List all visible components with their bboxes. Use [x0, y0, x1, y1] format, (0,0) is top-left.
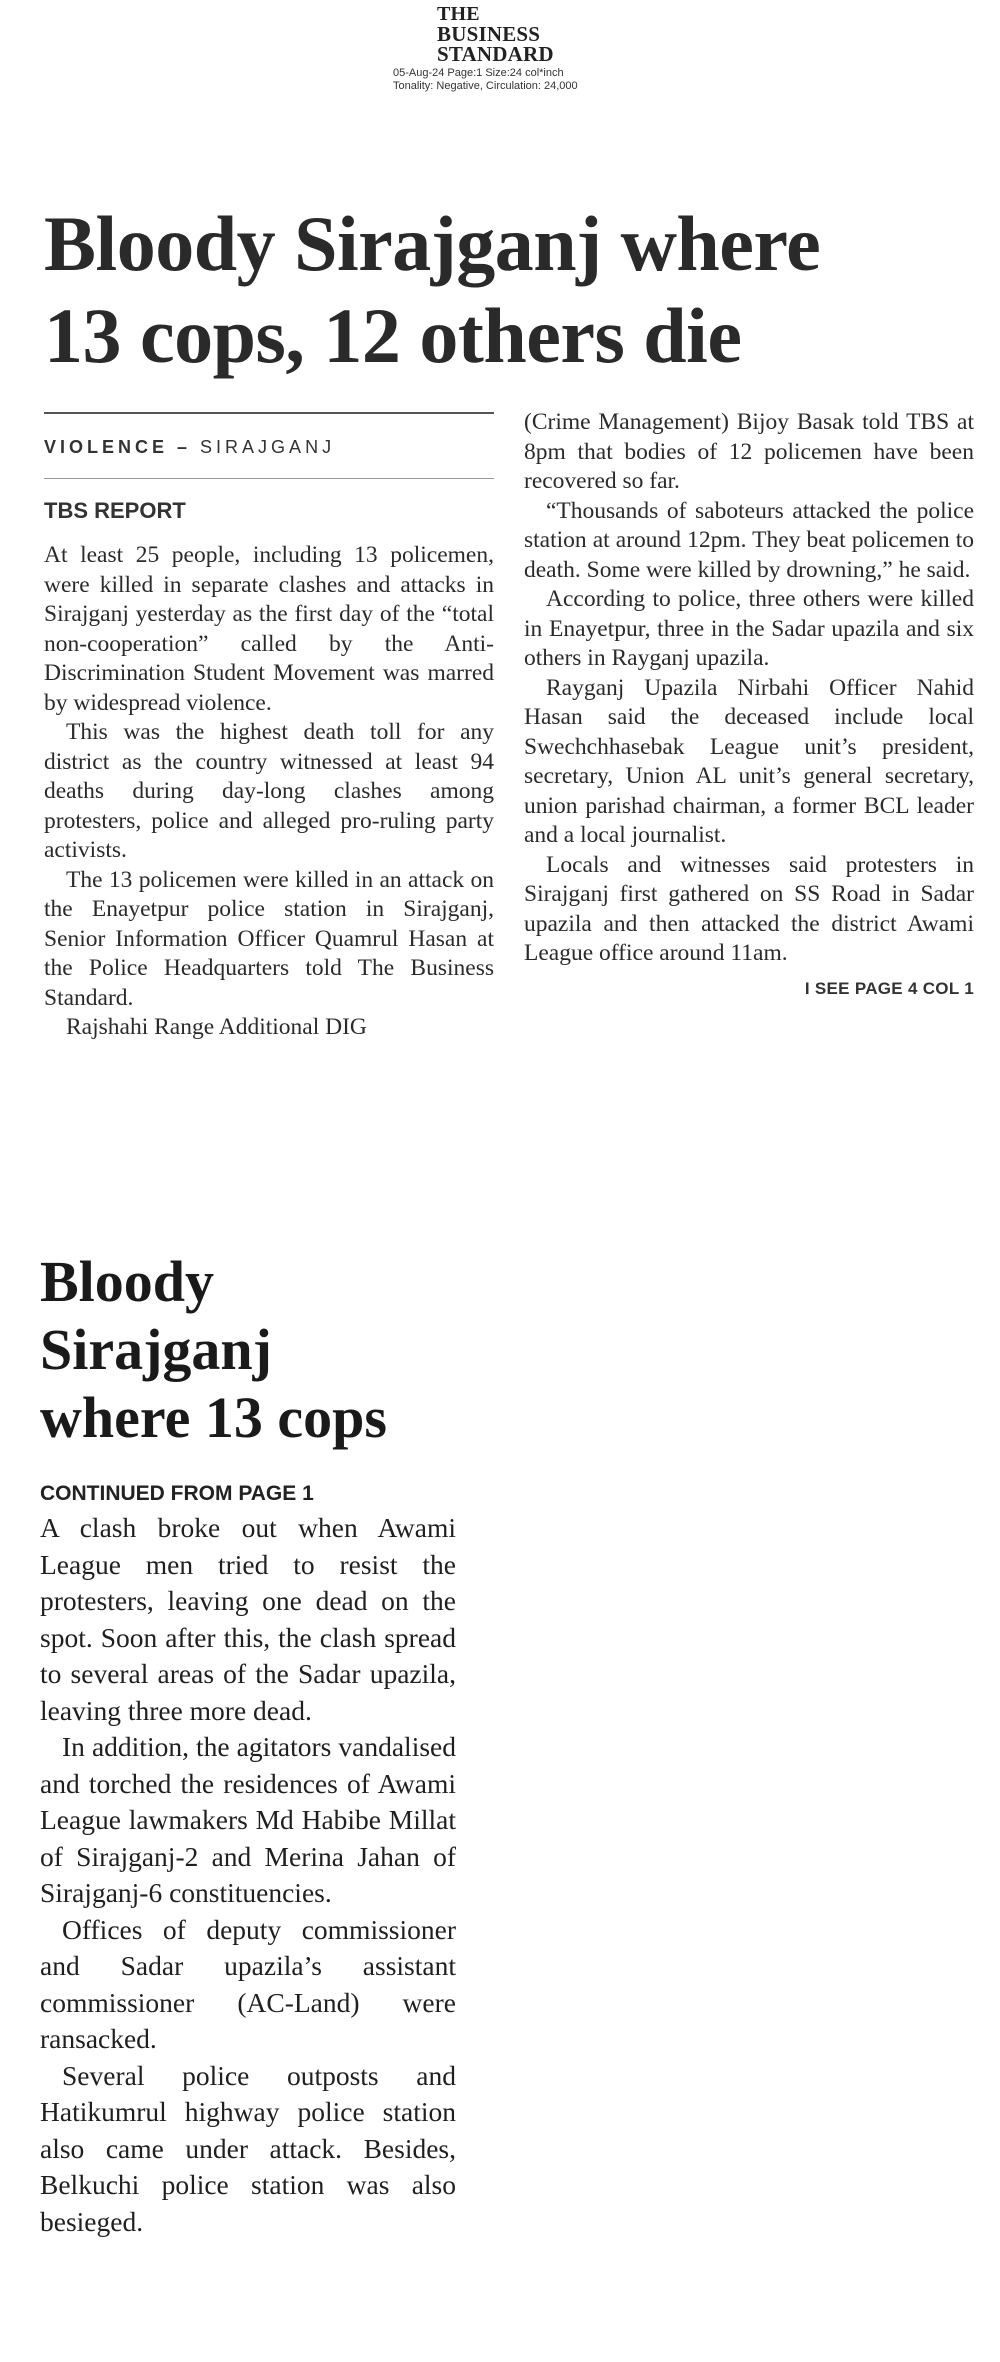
- paragraph: Rayganj Upazila Nirbahi Officer Nahid Hasan said the deceased include local Swechchhasebak League unit’s president, secretary, Union AL unit’s general secretary, union parishad chairman, a former BCL leader and a local journalist.: [524, 674, 974, 848]
- paragraph: At least 25 people, including 13 policemen, were killed in separate clashes and attacks in Sirajganj yesterday as the first day of the “total non-cooperation” called by the Anti-Discrimination Student Movement was marred by widespread violence.: [44, 542, 494, 716]
- paragraph: In addition, the agitators vandalised and torched the residences of Awami League lawmakers Md Habibe Millat of Sirajganj-2 and Merina Jahan of Sirajganj-6 constituencies.: [40, 1731, 456, 1908]
- paragraph: Offices of deputy commissioner and Sadar upazila’s assistant commissioner (AC-Land) were ransacked.: [40, 1913, 456, 2054]
- article-column-right: [524, 408, 974, 1003]
- logo-line-3: STANDARD: [437, 42, 554, 66]
- paragraph-text: Locals and witnesses said protesters in Sirajganj first gathered on SS Road in Sadar upazila and then attacked the district Awami League office around 11am.: [524, 851, 974, 966]
- paragraph: This was the highest death toll for any district as the country witnessed at least 94 deaths during day-long clashes among protesters, police and alleged pro-ruling party activists.: [44, 719, 494, 863]
- section-kicker: [44, 437, 335, 458]
- paragraph: The 13 policemen were killed in an attack on the Enayetpur police station in Sirajganj, Senior Information Officer Quamrul Hasan at the Police Headquarters told The Business Standard.: [44, 866, 494, 1011]
- paragraph: Several police outposts and Hatikumrul highway police station also came under attack. Besides, Belkuchi police station was also besieged.: [40, 2059, 456, 2237]
- kicker-bottom-rule: [44, 478, 494, 479]
- paragraph: Rajshahi Range Additional DIG: [66, 1014, 367, 1040]
- jump-reference: I SEE PAGE 4 COL 1: [804, 978, 974, 998]
- kicker-location: SIRAJGANJ: [200, 437, 336, 457]
- continuation-column: [40, 1510, 456, 2240]
- kicker-category: VIOLENCE –: [44, 437, 192, 457]
- continuation-headline-line-2: Sirajganj: [40, 1317, 272, 1382]
- article-headline: [44, 198, 944, 382]
- article-column-left: [44, 541, 494, 1043]
- paragraph: [524, 851, 974, 998]
- headline-line-1: Bloody Sirajganj where: [44, 200, 821, 287]
- logo-line-2: BUSINESS: [437, 22, 541, 46]
- continuation-headline-line-1: Bloody: [40, 1249, 215, 1314]
- clipping-meta: [393, 67, 623, 93]
- clipping-meta-date: 05-Aug-24 Page:1 Size:24 col*inch: [393, 67, 564, 79]
- continuation-headline-line-3: where 13 cops: [40, 1385, 387, 1450]
- newspaper-logo: [393, 4, 623, 64]
- paragraph: According to police, three others were killed in Enayetpur, three in the Sadar upazila and six others in Rayganj upazila.: [524, 586, 974, 671]
- headline-line-2: 13 cops, 12 others die: [44, 292, 742, 379]
- paragraph: A clash broke out when Awami League men tried to resist the protesters, leaving one dead on the spot. Soon after this, the clash spread to several areas of the Sadar upazila, leaving three more dead.: [40, 1512, 456, 1726]
- byline: TBS REPORT: [44, 498, 186, 523]
- masthead: [393, 4, 623, 93]
- clipping-meta-tonality: Tonality: Negative, Circulation: 24,000: [393, 80, 578, 92]
- logo-line-1: THE: [437, 3, 480, 25]
- paragraph: “Thousands of saboteurs attacked the police station at around 12pm. They beat policemen to death. Some were killed by drowning,” he said.: [524, 497, 974, 583]
- paragraph: (Crime Management) Bijoy Basak told TBS at 8pm that bodies of 12 policemen have been recovered so far.: [524, 409, 974, 494]
- kicker-top-rule: [44, 412, 494, 414]
- continued-label: CONTINUED FROM PAGE 1: [40, 1482, 314, 1505]
- continuation-headline: [40, 1248, 500, 1452]
